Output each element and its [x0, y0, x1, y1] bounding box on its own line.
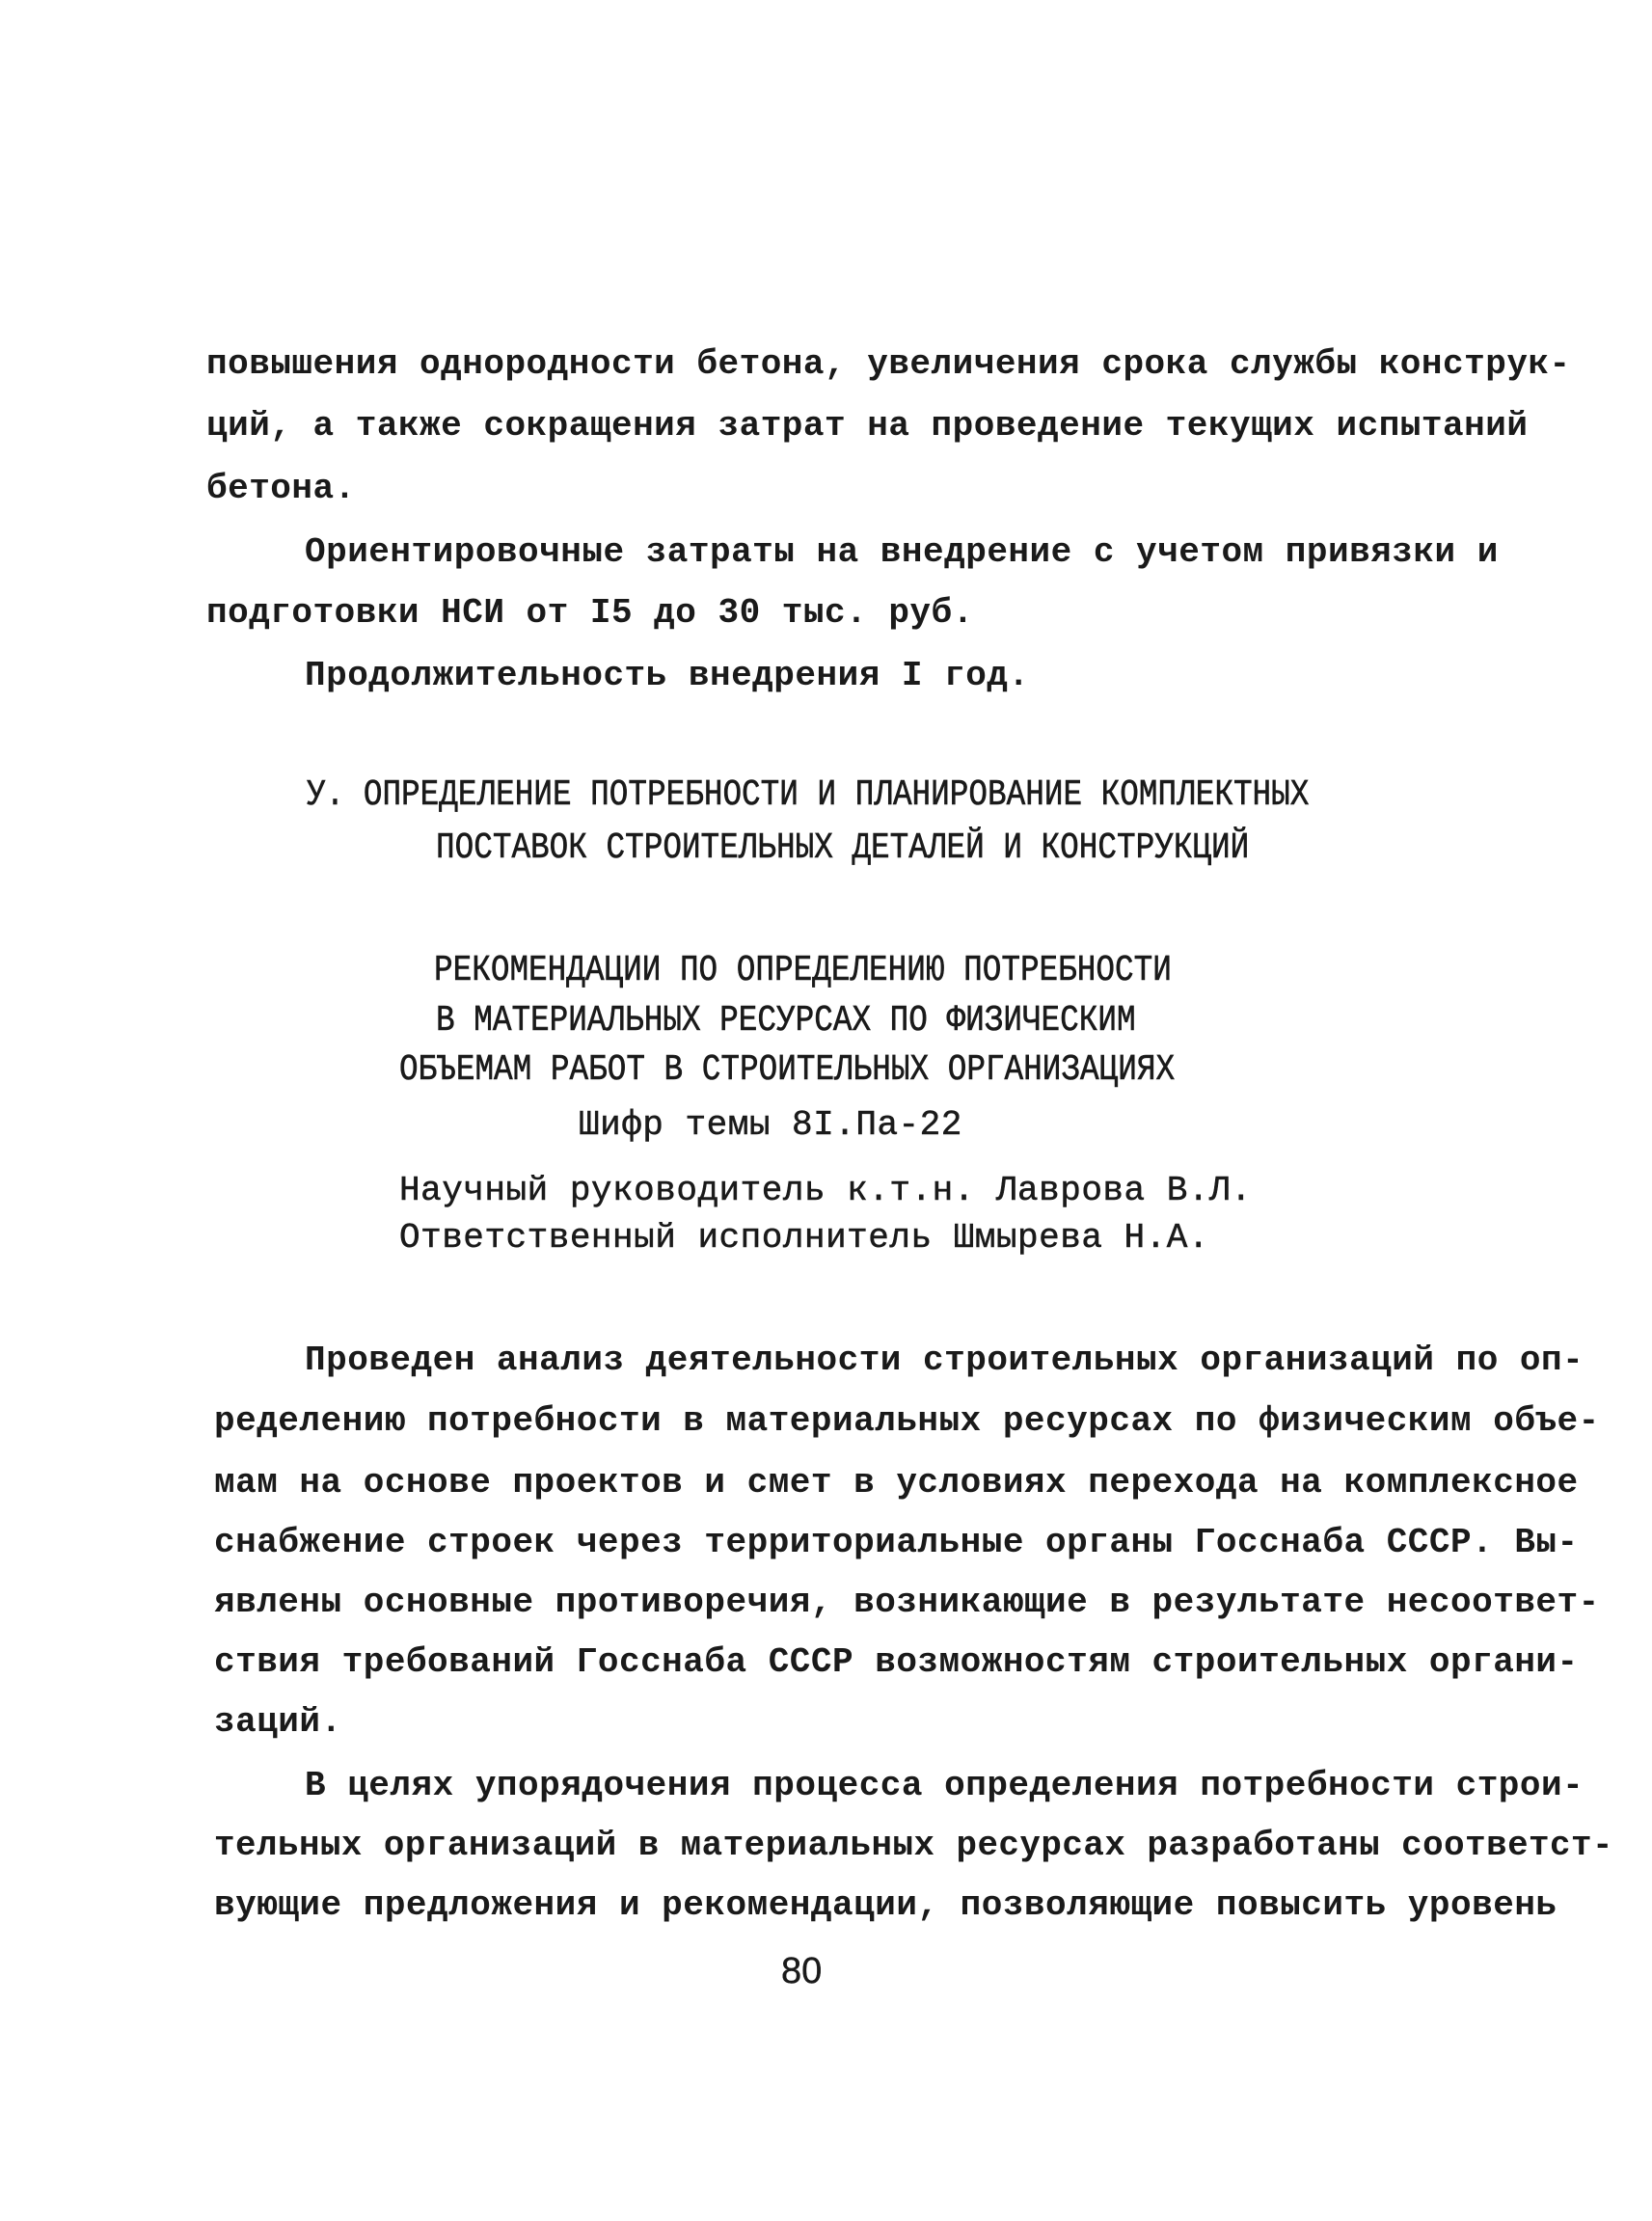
page-number: 80 [781, 1951, 823, 1991]
goals-paragraph-line-2: тельных организаций в материальных ресурсах разработаны соответст- [214, 1826, 1613, 1865]
top-paragraph-line-1: повышения однородности бетона, увеличения срока службы конструк- [206, 344, 1571, 384]
analysis-paragraph-line-4: снабжение строек через территориальные органы Госснаба СССР. Вы- [214, 1523, 1579, 1562]
duration-paragraph: Продолжительность внедрения I год. [305, 656, 1030, 695]
recommendation-title-line-3: ОБЪЕМАМ РАБОТ В СТРОИТЕЛЬНЫХ ОРГАНИЗАЦИЯХ [399, 1049, 1176, 1091]
top-paragraph-line-3: бетона. [206, 469, 356, 508]
recommendation-title-line-2: В МАТЕРИАЛЬНЫХ РЕСУРСАХ ПО ФИЗИЧЕСКИМ [436, 1000, 1136, 1042]
responsible-executor: Ответственный исполнитель Шмырева Н.А. [399, 1218, 1209, 1258]
section-heading-line-1: У. ОПРЕДЕЛЕНИЕ ПОТРЕБНОСТИ И ПЛАНИРОВАНИЕ КОМПЛЕКТНЫХ [307, 774, 1310, 816]
section-heading-line-2: ПОСТАВОК СТРОИТЕЛЬНЫХ ДЕТАЛЕЙ И КОНСТРУКЦИЙ [436, 827, 1250, 869]
goals-paragraph-line-1: В целях упорядочения процесса определения потребности строи- [305, 1766, 1584, 1805]
analysis-paragraph-line-5: явлены основные противоречия, возникающие в результате несоответ- [214, 1583, 1600, 1622]
analysis-paragraph-line-3: мам на основе проектов и смет в условиях перехода на комплексное [214, 1463, 1579, 1503]
analysis-paragraph-line-7: заций. [214, 1702, 342, 1742]
goals-paragraph-line-3: вующие предложения и рекомендации, позволяющие повысить уровень [214, 1885, 1557, 1925]
topic-cipher: Шифр темы 8I.Па-22 [579, 1105, 962, 1145]
analysis-paragraph-line-1: Проведен анализ деятельности строительных организаций по оп- [305, 1341, 1584, 1380]
recommendation-title-line-1: РЕКОМЕНДАЦИИ ПО ОПРЕДЕЛЕНИЮ ПОТРЕБНОСТИ [434, 950, 1172, 991]
costs-paragraph-line-2: подготовки НСИ от I5 до 30 тыс. руб. [206, 593, 974, 633]
analysis-paragraph-line-6: ствия требований Госснаба СССР возможностям строительных органи- [214, 1642, 1579, 1682]
analysis-paragraph-line-2: ределению потребности в материальных ресурсах по физическим объе- [214, 1401, 1600, 1441]
top-paragraph-line-2: ций, а также сокращения затрат на проведение текущих испытаний [206, 406, 1529, 446]
scientific-supervisor: Научный руководитель к.т.н. Лаврова В.Л. [399, 1171, 1253, 1210]
costs-paragraph-line-1: Ориентировочные затраты на внедрение с учетом привязки и [305, 532, 1499, 572]
